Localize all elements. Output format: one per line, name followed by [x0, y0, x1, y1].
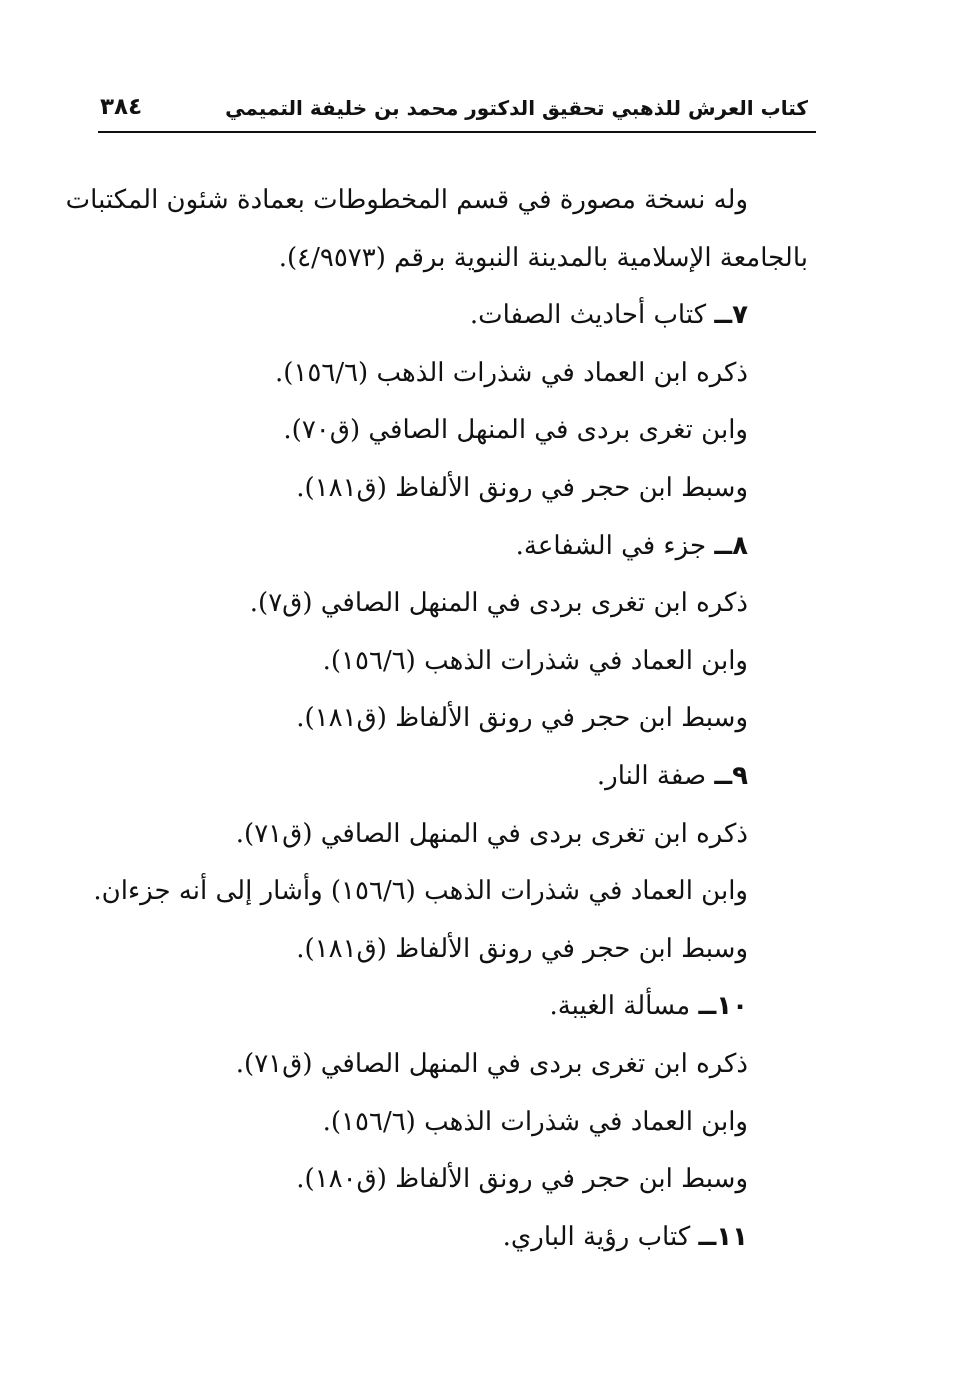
reference-line: ذكره ابن تغرى بردى في المنهل الصافي (ق٧).: [249, 588, 748, 619]
item-number: ١٠ــ: [698, 991, 748, 1022]
reference-line: وابن العماد في شذرات الذهب (١٥٦/٦) وأشار إلى أنه جزءان.: [93, 876, 748, 907]
list-item-heading: [98, 518, 808, 576]
paragraph-line: وله نسخة مصورة في قسم المخطوطات بعمادة شئون المكتبات: [65, 185, 748, 215]
reference-line: وسبط ابن حجر في رونق الألفاظ (ق١٨١).: [296, 703, 748, 734]
reference-line: ذكره ابن العماد في شذرات الذهب (١٥٦/٦).: [275, 357, 748, 388]
list-item-heading: [98, 978, 808, 1036]
item-number: ٨ــ: [714, 530, 748, 561]
item-number: ٩ــ: [714, 760, 748, 791]
list-item-heading: [98, 287, 808, 345]
reference-line: وسبط ابن حجر في رونق الألفاظ (ق١٨٠).: [296, 1164, 748, 1195]
item-title: جزء في الشفاعة.: [515, 530, 715, 561]
reference-line: ذكره ابن تغرى بردى في المنهل الصافي (ق٧١).: [235, 1048, 748, 1079]
reference-line: وابن العماد في شذرات الذهب (١٥٦/٦).: [322, 645, 748, 676]
header-rule: [98, 131, 816, 133]
list-item-heading: [98, 748, 808, 806]
page-number: ٣٨٤: [100, 94, 143, 120]
reference-line: وابن تغرى بردى في المنهل الصافي (ق٧٠).: [283, 415, 748, 446]
item-title: كتاب رؤية الباري.: [502, 1221, 699, 1252]
list-item-heading: [98, 1209, 808, 1267]
header-title: كتاب العرش للذهبي تحقيق الدكتور محمد بن خليفة التميمي: [225, 96, 808, 120]
reference-line: ذكره ابن تغرى بردى في المنهل الصافي (ق٧١).: [235, 818, 748, 849]
reference-line: وابن العماد في شذرات الذهب (١٥٦/٦).: [322, 1106, 748, 1137]
page-body: [65, 172, 808, 1266]
item-title: مسألة الغيبة.: [549, 991, 699, 1022]
reference-line: وسبط ابن حجر في رونق الألفاظ (ق١٨١).: [296, 933, 748, 964]
item-title: صفة النار.: [596, 760, 715, 791]
item-title: كتاب أحاديث الصفات.: [469, 300, 715, 331]
reference-line: وسبط ابن حجر في رونق الألفاظ (ق١٨١).: [296, 472, 748, 503]
item-number: ١١ــ: [698, 1221, 748, 1252]
paragraph-line: بالجامعة الإسلامية بالمدينة النبوية برقم (٤/٩٥٧٣).: [278, 242, 808, 273]
running-header: [98, 92, 816, 130]
item-number: ٧ــ: [714, 300, 748, 331]
